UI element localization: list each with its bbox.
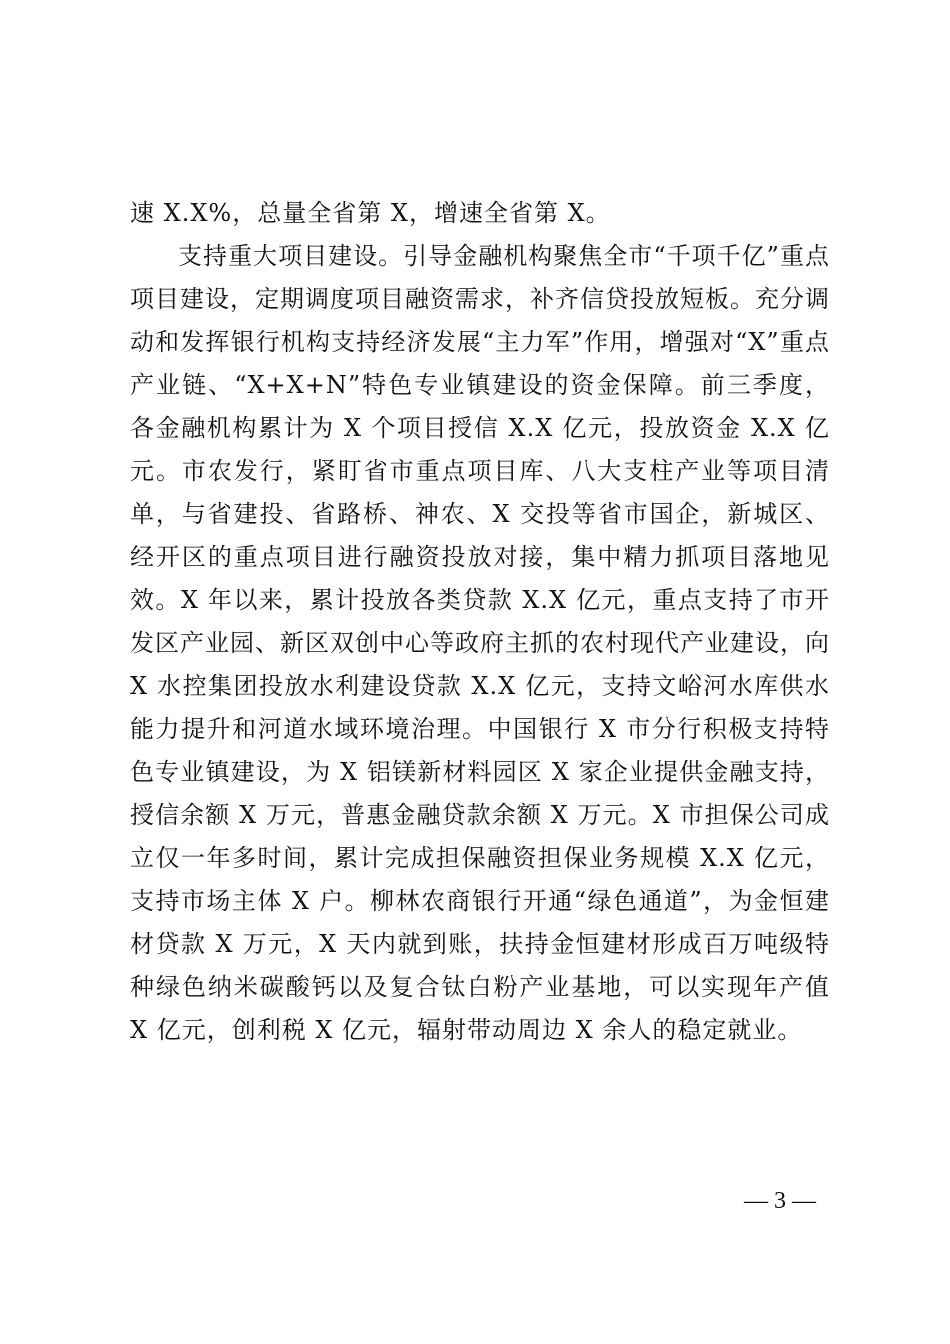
body-text [130,192,830,1052]
project-support-paragraph: 支持重大项目建设。引导金融机构聚焦全市“千项千亿”重点项目建设，定期调度项目融资需求，补齐信贷投放短板。充分调动和发挥银行机构支持经济发展“主力军”作用，增强对“X”重点产业链、“X+X+N”特色专业镇建设的资金保障。前三季度，各金融机构累计为 X 个项目授信 X.X 亿元，投放资金 X.X 亿元。市农发行，紧盯省市重点项目库、八大支柱产业等项目清单，与省建投、省路桥、神农、X 交投等省市国企，新城区、经开区的重点项目进行融资投放对接，集中精力抓项目落地见效。X 年以来，累计投放各类贷款 X.X 亿元，重点支持了市开发区产业园、新区双创中心等政府主抓的农村现代产业建设，向 X 水控集团投放水利建设贷款 X.X 亿元，支持文峪河水库供水能力提升和河道水域环境治理。中国银行 X 市分行积极支持特色专业镇建设，为 X 铝镁新材料园区 X 家企业提供金融支持，授信余额 X 万元，普惠金融贷款余额 X 万元。X 市担保公司成立仅一年多时间，累计完成担保融资担保业务规模 X.X 亿元，支持市场主体 X 户。柳林农商银行开通“绿色通道”，为金恒建材贷款 X 万元，X 天内就到账，扶持金恒建材形成百万吨级特种绿色纳米碳酸钙以及复合钛白粉产业基地，可以实现年产值 X 亿元，创利税 X 亿元，辐射带动周边 X 余人的稳定就业。 [130,242,830,1044]
continuation-paragraph: 速 X.X%，总量全省第 X，增速全省第 X。 [130,199,611,227]
page-number: — 3 — [744,1188,816,1214]
